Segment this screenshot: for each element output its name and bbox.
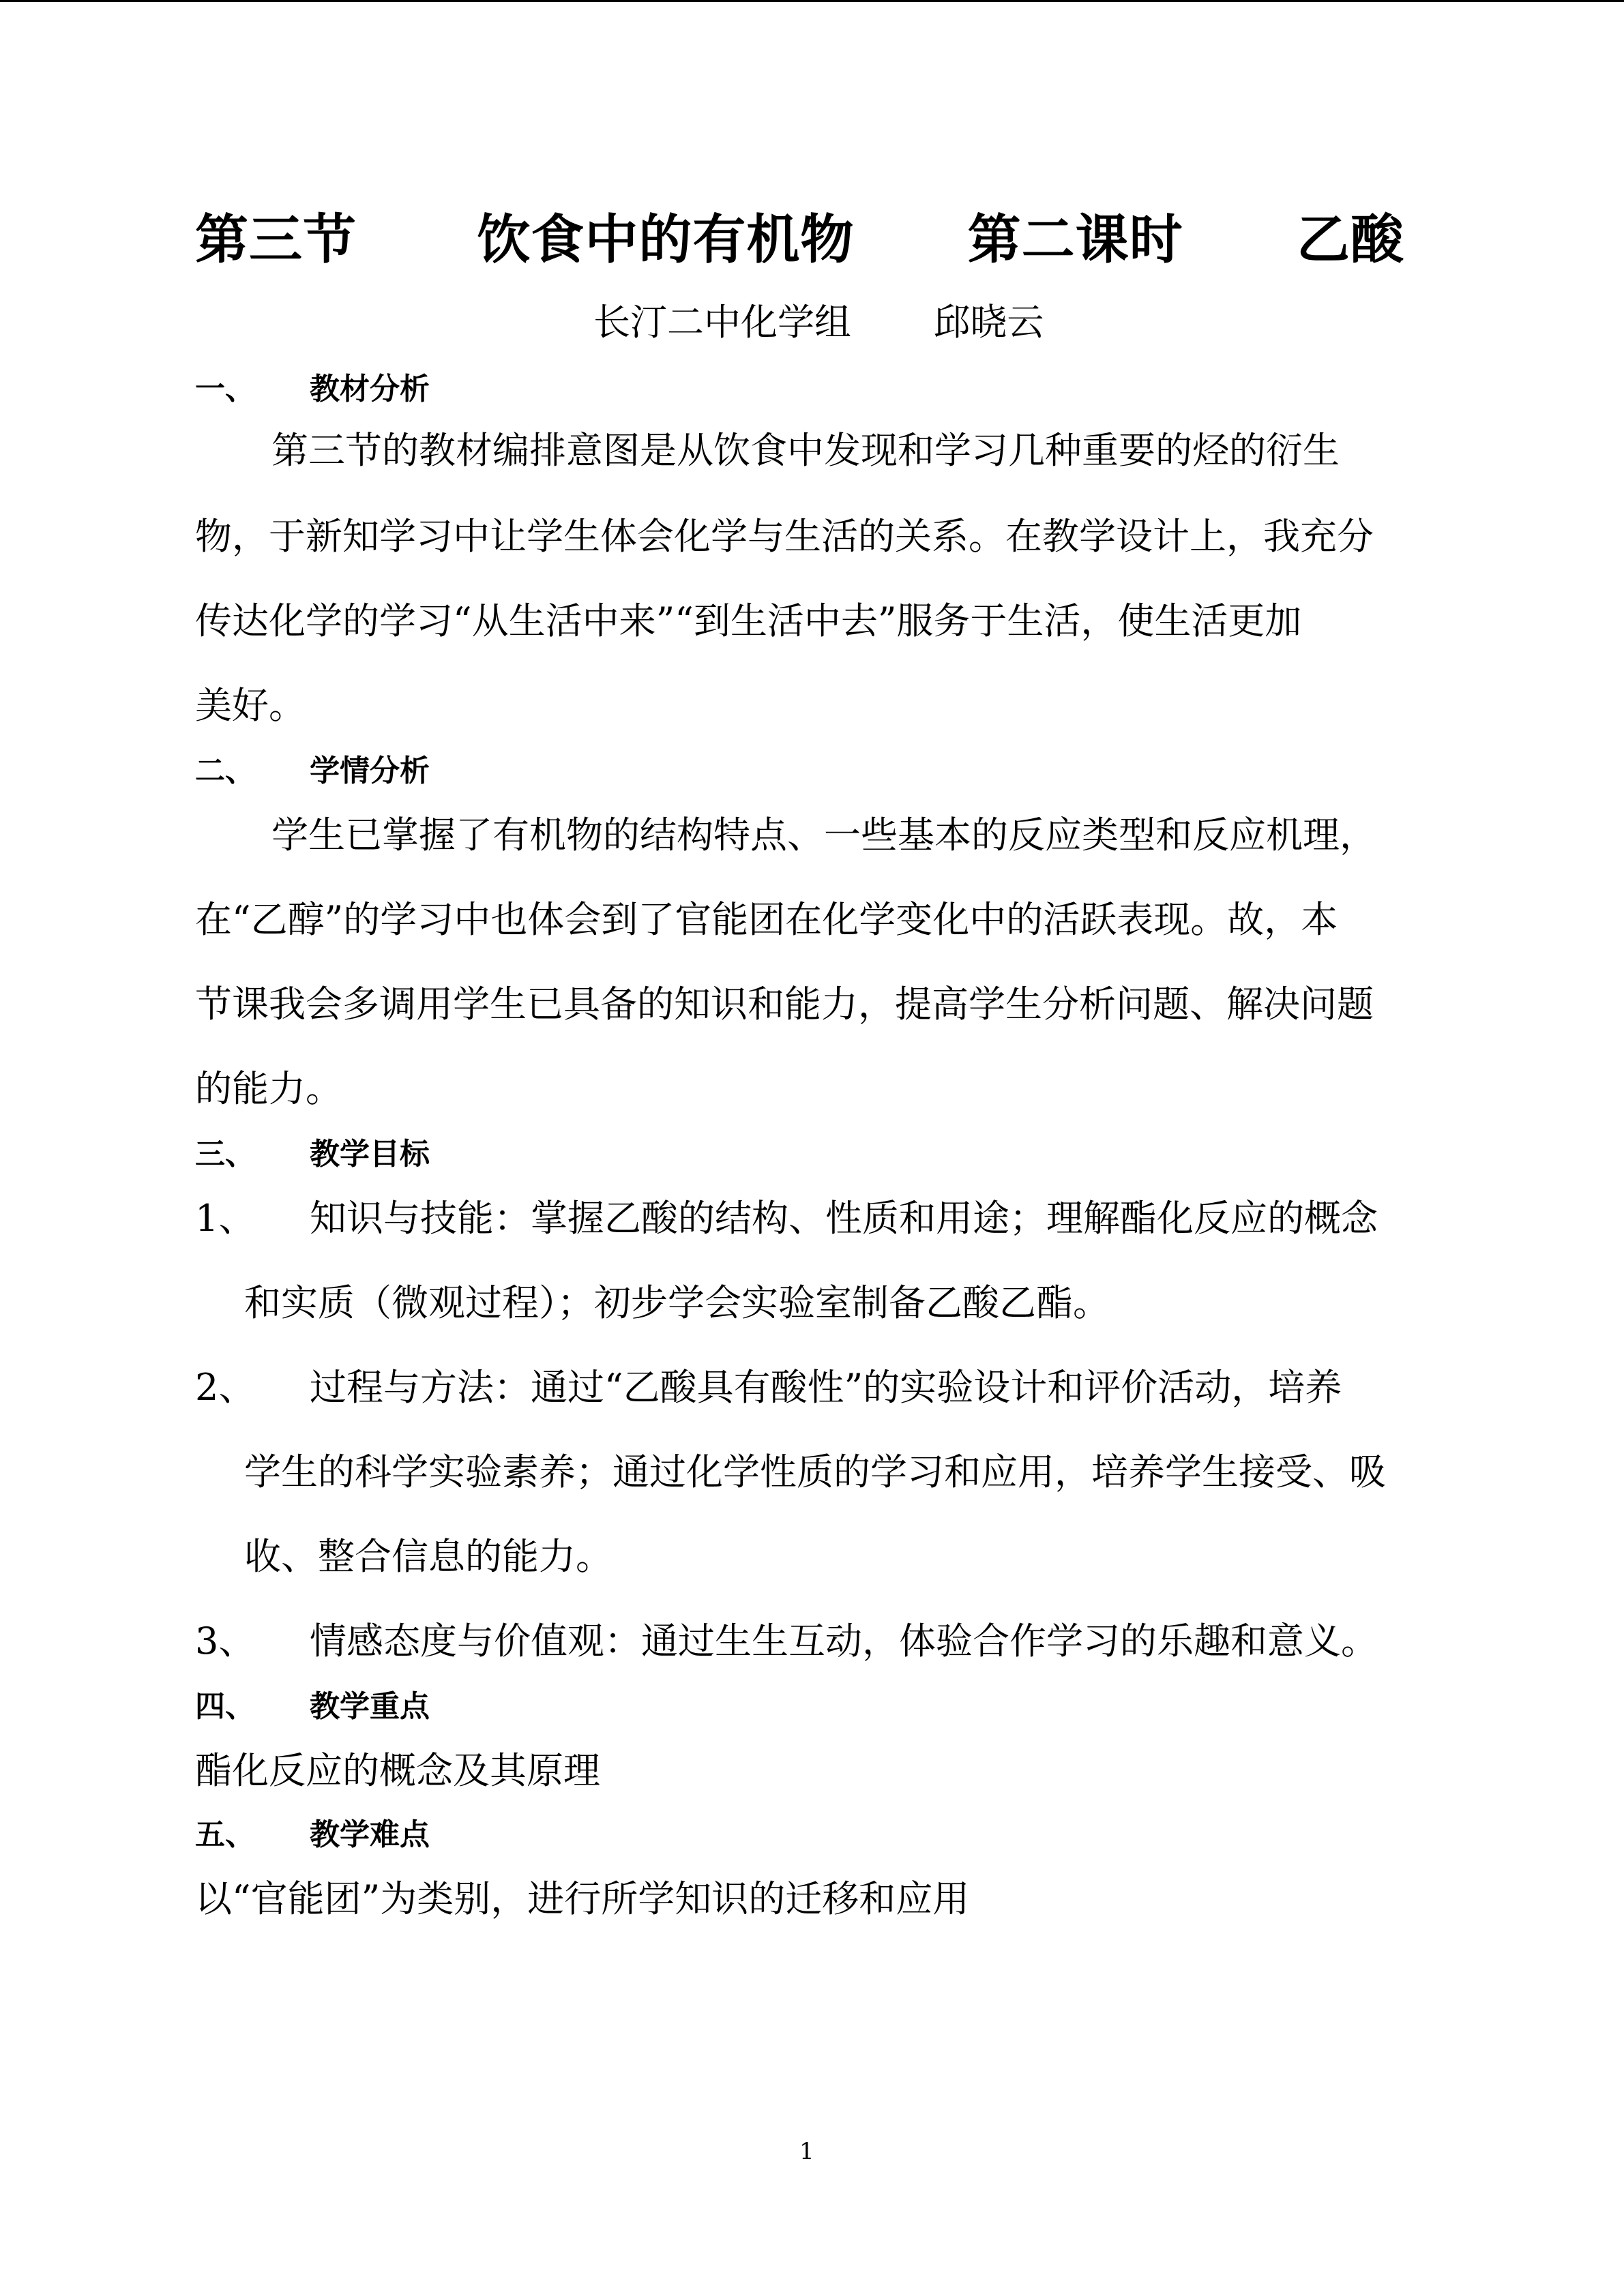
section-heading-1 bbox=[195, 366, 430, 413]
paragraph-line: 的能力。 bbox=[195, 1067, 342, 1110]
paragraph-line: 学生已掌握了有机物的结构特点、一些基本的反应类型和反应机理， bbox=[271, 814, 1376, 856]
section-heading-5 bbox=[195, 1811, 430, 1859]
section-heading-4 bbox=[195, 1683, 430, 1731]
section-title: 学情分析 bbox=[310, 754, 430, 788]
section-title: 教学重点 bbox=[310, 1689, 430, 1724]
title-section: 第三节 bbox=[195, 209, 357, 271]
document-title bbox=[195, 199, 1404, 281]
section-number: 一、 bbox=[195, 372, 255, 406]
paragraph-line: 在“乙醇”的学习中也体会到了官能团在化学变化中的活跃表现。故，本 bbox=[195, 898, 1338, 941]
goal-continuation: 学生的科学实验素养；通过化学性质的学习和应用，培养学生接受、吸 bbox=[244, 1450, 1386, 1493]
author-name: 邱晓云 bbox=[933, 301, 1044, 344]
paragraph-line: 酯化反应的概念及其原理 bbox=[195, 1749, 600, 1792]
goal-text: 过程与方法：通过“乙酸具有酸性”的实验设计和评价活动，培养 bbox=[310, 1366, 1342, 1409]
section-number: 五、 bbox=[195, 1817, 255, 1852]
goal-text: 知识与技能：掌握乙酸的结构、性质和用途；理解酯化反应的概念 bbox=[310, 1197, 1378, 1240]
goal-number: 2、 bbox=[195, 1366, 256, 1409]
goal-text: 情感态度与价值观：通过生生互动，体验合作学习的乐趣和意义。 bbox=[310, 1620, 1378, 1663]
section-number: 四、 bbox=[195, 1689, 255, 1724]
goal-number: 1、 bbox=[195, 1197, 256, 1240]
goal-continuation: 收、整合信息的能力。 bbox=[244, 1535, 612, 1578]
section-title: 教学难点 bbox=[310, 1817, 430, 1852]
section-heading-2 bbox=[195, 747, 430, 795]
section-number: 二、 bbox=[195, 754, 255, 788]
title-topic: 饮食中的有机物 bbox=[477, 209, 855, 271]
author-line bbox=[593, 292, 1044, 353]
paragraph-line: 物，于新知学习中让学生体会化学与生活的关系。在教学设计上，我充分 bbox=[195, 515, 1374, 558]
section-title: 教学目标 bbox=[310, 1137, 430, 1172]
section-title: 教材分析 bbox=[310, 372, 430, 406]
paragraph-line: 美好。 bbox=[195, 684, 306, 727]
title-lesson: 第二课时 bbox=[967, 209, 1183, 271]
paragraph-line: 传达化学的学习“从生活中来”“到生活中去”服务于生活，使生活更加 bbox=[195, 599, 1302, 642]
section-heading-3 bbox=[195, 1131, 430, 1178]
page-top-border bbox=[0, 0, 1624, 2]
paragraph-line: 第三节的教材编排意图是从饮食中发现和学习几种重要的烃的衍生 bbox=[271, 429, 1340, 472]
paragraph-line: 节课我会多调用学生已具备的知识和能力，提高学生分析问题、解决问题 bbox=[195, 983, 1374, 1026]
paragraph-line: 以“官能团”为类别，进行所学知识的迁移和应用 bbox=[195, 1877, 970, 1920]
author-group: 长汀二中化学组 bbox=[593, 301, 851, 344]
title-subject: 乙酸 bbox=[1296, 209, 1404, 271]
page-number: 1 bbox=[799, 2138, 814, 2165]
section-number: 三、 bbox=[195, 1137, 255, 1172]
goal-number: 3、 bbox=[195, 1620, 256, 1663]
goal-continuation: 和实质（微观过程）；初步学会实验室制备乙酸乙酯。 bbox=[244, 1281, 1110, 1324]
